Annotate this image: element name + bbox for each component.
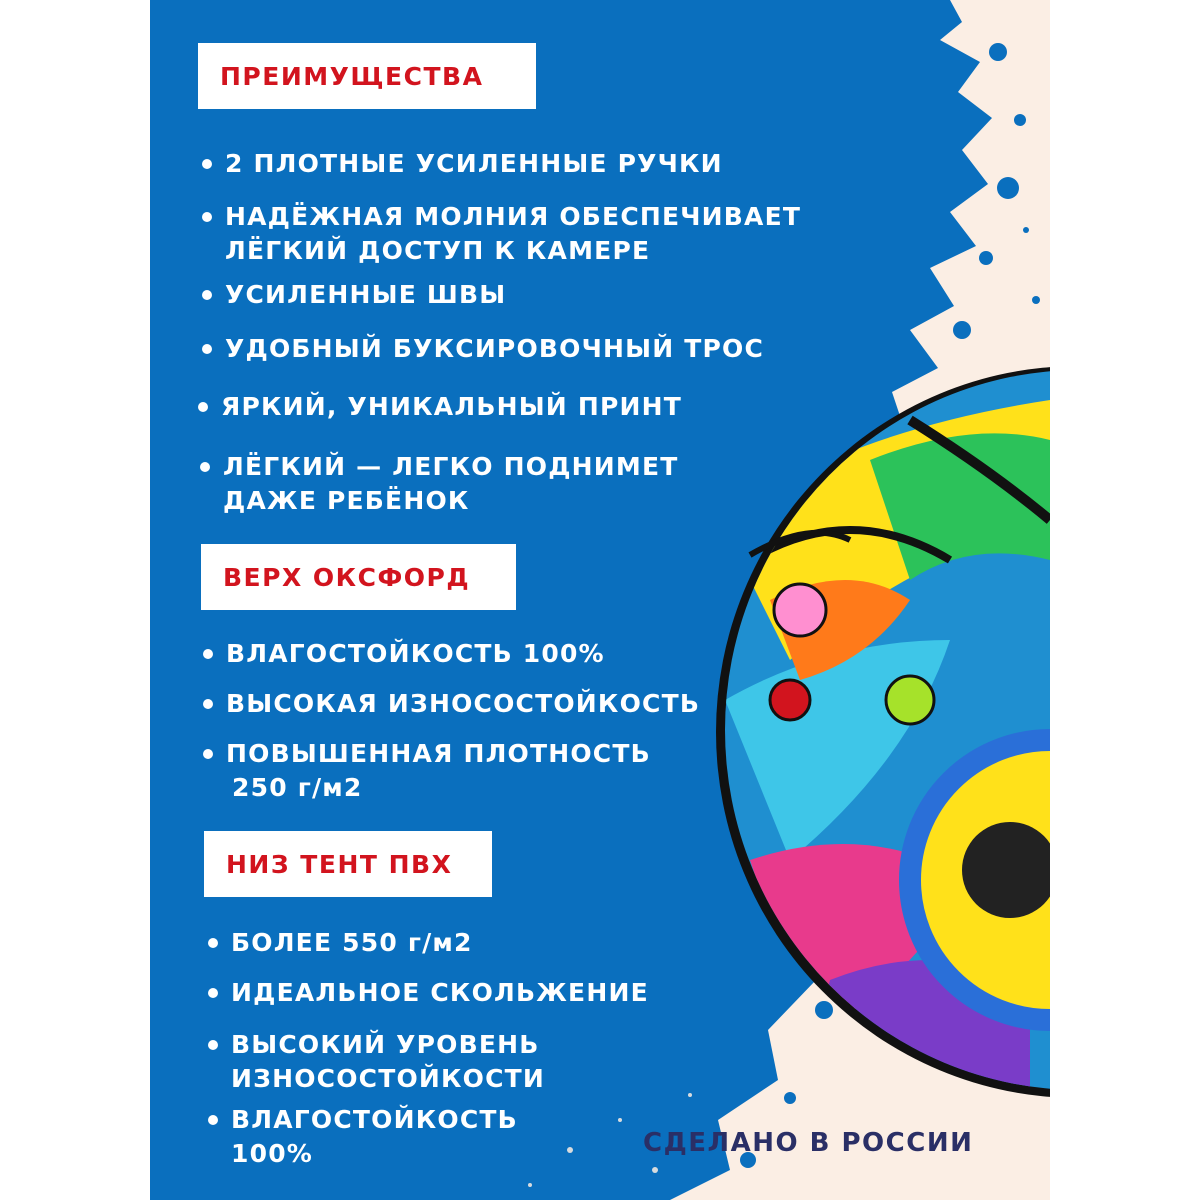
list-item <box>198 390 682 424</box>
list-item <box>200 450 679 518</box>
section-title-bottom-material <box>204 831 492 897</box>
list-item-text: БОЛЕЕ 550 г/м2 <box>231 928 473 957</box>
list-item <box>203 637 605 671</box>
section-title-advantages <box>198 43 536 109</box>
list-item-text: 250 г/м2 <box>232 773 363 802</box>
list-item-text: ЛЁГКИЙ — ЛЕГКО ПОДНИМЕТ <box>223 452 679 481</box>
list-item-text: 2 ПЛОТНЫЕ УСИЛЕННЫЕ РУЧКИ <box>225 149 723 178</box>
bullet-icon <box>208 988 218 998</box>
list-item-text: ДАЖЕ РЕБЁНОК <box>223 486 470 515</box>
list-item-text: ИЗНОСОСТОЙКОСТИ <box>231 1064 546 1093</box>
bullet-icon <box>208 1115 218 1125</box>
bullet-icon <box>208 1040 218 1050</box>
bullet-icon <box>198 402 208 412</box>
section-title-text: ВЕРХ ОКСФОРД <box>223 562 471 592</box>
bullet-icon <box>202 290 212 300</box>
bullet-icon <box>203 699 213 709</box>
list-item <box>203 737 651 805</box>
list-item <box>202 147 723 181</box>
list-item-text: НАДЁЖНАЯ МОЛНИЯ ОБЕСПЕЧИВАЕТ <box>225 202 802 231</box>
list-item-text: ВЫСОКАЯ ИЗНОСОСТОЙКОСТЬ <box>226 689 701 718</box>
list-item <box>208 1028 545 1096</box>
made-in-russia-label: СДЕЛАНО В РОССИИ <box>643 1128 974 1158</box>
bullet-icon <box>202 344 212 354</box>
bullet-icon <box>203 749 213 759</box>
bullet-icon <box>202 212 212 222</box>
list-item <box>208 976 649 1010</box>
list-item-text: ЛЁГКИЙ ДОСТУП К КАМЕРЕ <box>225 236 651 265</box>
list-item-text: УСИЛЕННЫЕ ШВЫ <box>225 280 507 309</box>
list-item <box>202 332 764 366</box>
list-item-text: 100% <box>231 1139 314 1168</box>
bullet-icon <box>200 462 210 472</box>
list-item-text: ВЫСОКИЙ УРОВЕНЬ <box>231 1030 540 1059</box>
section-title-text: НИЗ ТЕНТ ПВХ <box>226 849 453 879</box>
list-item <box>208 926 473 960</box>
bullet-icon <box>203 649 213 659</box>
list-item <box>208 1103 518 1171</box>
list-item <box>202 200 801 268</box>
bullet-icon <box>208 938 218 948</box>
product-card <box>150 0 1050 1200</box>
list-item-text: ЯРКИЙ, УНИКАЛЬНЫЙ ПРИНТ <box>221 392 682 421</box>
list-item-text: ВЛАГОСТОЙКОСТЬ 100% <box>226 639 605 668</box>
section-title-text: ПРЕИМУЩЕСТВА <box>220 61 484 91</box>
list-item-text: ВЛАГОСТОЙКОСТЬ <box>231 1105 518 1134</box>
list-item <box>203 687 700 721</box>
list-item <box>202 278 506 312</box>
list-item-text: ИДЕАЛЬНОЕ СКОЛЬЖЕНИЕ <box>231 978 649 1007</box>
list-item-text: УДОБНЫЙ БУКСИРОВОЧНЫЙ ТРОС <box>225 334 765 363</box>
section-title-top-material <box>201 544 516 610</box>
bullet-icon <box>202 159 212 169</box>
list-item-text: ПОВЫШЕННАЯ ПЛОТНОСТЬ <box>226 739 651 768</box>
